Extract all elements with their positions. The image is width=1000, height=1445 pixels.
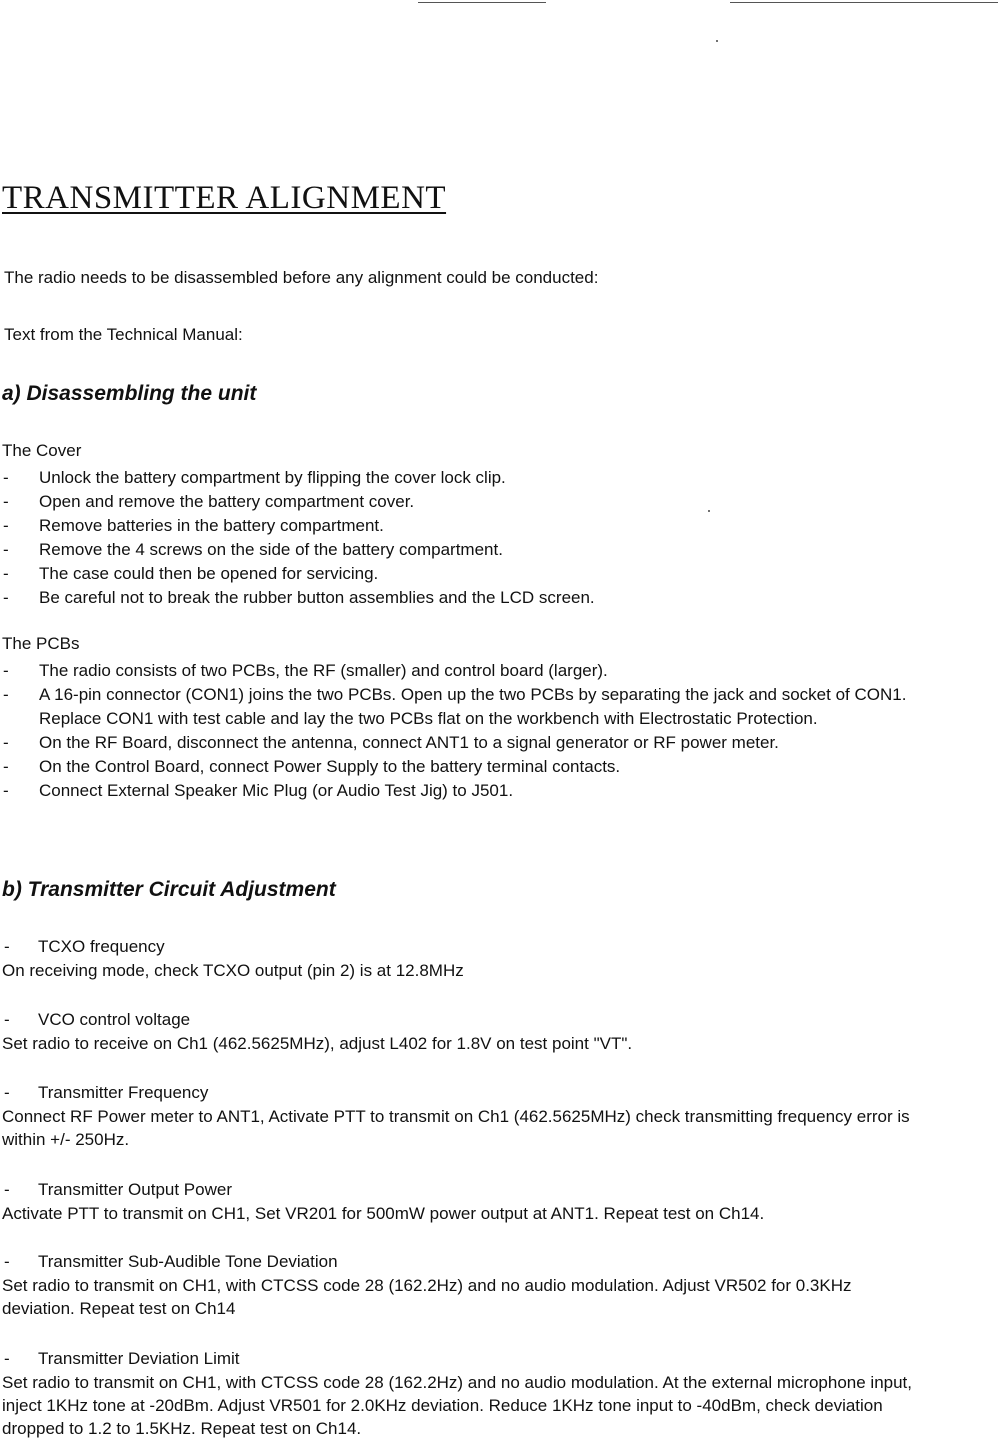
step-tone-deviation bbox=[2, 1250, 922, 1320]
intro-text: The radio needs to be disassembled before any alignment could be conducted: bbox=[4, 268, 599, 287]
source-note: Text from the Technical Manual: bbox=[4, 325, 243, 344]
list-item: - On the Control Board, connect Power Supply to the battery terminal contacts. bbox=[0, 755, 910, 779]
step-title: - Transmitter Frequency bbox=[2, 1081, 922, 1105]
step-text: Set radio to receive on Ch1 (462.5625MHz), adjust L402 for 1.8V on test point "VT". bbox=[2, 1034, 633, 1053]
step-text: Set radio to transmit on CH1, with CTCSS code 28 (162.2Hz) and no audio modulation. Adjust VR502 for 0.3KHz deviation. Repeat test on Ch14 bbox=[2, 1276, 852, 1318]
step-title: - Transmitter Deviation Limit bbox=[2, 1347, 922, 1371]
page-title: TRANSMITTER ALIGNMENT bbox=[2, 180, 447, 216]
step-text: On receiving mode, check TCXO output (pin 2) is at 12.8MHz bbox=[2, 961, 464, 980]
list-item: - A 16-pin connector (CON1) joins the two PCBs. Open up the two PCBs by separating the jack and socket of CON1. Replace CON1 with test cable and lay the two PCBs flat on the workbench with Electrostatic Protection. bbox=[0, 683, 910, 731]
scan-artifact-right bbox=[730, 2, 998, 3]
scan-speck bbox=[716, 40, 718, 42]
list-item: - The case could then be opened for servicing. bbox=[0, 562, 1000, 586]
list-item: - Remove batteries in the battery compartment. bbox=[0, 514, 1000, 538]
section-a-heading: a) Disassembling the unit bbox=[2, 382, 257, 405]
step-deviation-limit bbox=[2, 1347, 922, 1440]
list-item: - Open and remove the battery compartment cover. bbox=[0, 490, 1000, 514]
list-item: - Unlock the battery compartment by flipping the cover lock clip. bbox=[0, 466, 1000, 490]
step-text: Activate PTT to transmit on CH1, Set VR201 for 500mW power output at ANT1. Repeat test on Ch14. bbox=[2, 1204, 765, 1223]
step-title: - TCXO frequency bbox=[2, 935, 992, 959]
list-item: - Be careful not to break the rubber button assemblies and the LCD screen. bbox=[0, 586, 1000, 610]
step-text: Set radio to transmit on CH1, with CTCSS code 28 (162.2Hz) and no audio modulation. At the external microphone input, inject 1KHz tone at -20dBm. Adjust VR501 for 2.0KHz deviation. Reduce 1KHz tone input to -40dBm, check deviation dropped to 1.2 to 1.5KHz. Repeat test on Ch14. bbox=[2, 1373, 912, 1438]
step-title: - VCO control voltage bbox=[2, 1008, 992, 1032]
scan-artifact-left bbox=[418, 2, 546, 3]
pcbs-steps-list bbox=[0, 659, 910, 803]
section-b-heading: b) Transmitter Circuit Adjustment bbox=[2, 878, 336, 901]
cover-label: The Cover bbox=[2, 441, 82, 460]
step-tx-output-power bbox=[2, 1178, 992, 1225]
step-vco bbox=[2, 1008, 992, 1055]
step-title: - Transmitter Output Power bbox=[2, 1178, 992, 1202]
list-item: - Connect External Speaker Mic Plug (or Audio Test Jig) to J501. bbox=[0, 779, 910, 803]
list-item: - The radio consists of two PCBs, the RF (smaller) and control board (larger). bbox=[0, 659, 910, 683]
step-title: - Transmitter Sub-Audible Tone Deviation bbox=[2, 1250, 922, 1274]
step-tx-frequency bbox=[2, 1081, 922, 1151]
pcbs-label: The PCBs bbox=[2, 634, 80, 653]
cover-steps-list bbox=[0, 466, 1000, 610]
step-tcxo bbox=[2, 935, 992, 982]
list-item: - On the RF Board, disconnect the antenna, connect ANT1 to a signal generator or RF power meter. bbox=[0, 731, 910, 755]
step-text: Connect RF Power meter to ANT1, Activate PTT to transmit on Ch1 (462.5625MHz) check transmitting frequency error is within +/- 250Hz. bbox=[2, 1107, 910, 1149]
list-item: - Remove the 4 screws on the side of the battery compartment. bbox=[0, 538, 1000, 562]
